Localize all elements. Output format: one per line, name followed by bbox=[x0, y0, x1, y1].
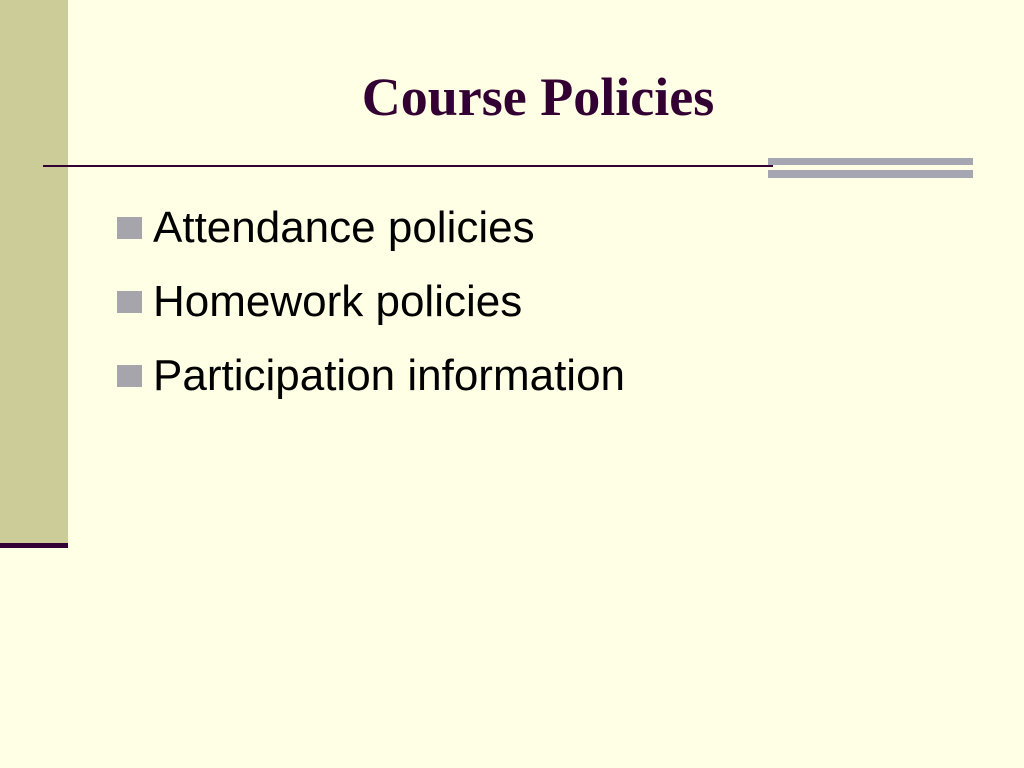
side-band-decoration bbox=[0, 0, 68, 543]
bullet-text: Attendance policies bbox=[153, 203, 535, 252]
title-accent-bars bbox=[768, 158, 973, 179]
accent-bar-top bbox=[768, 158, 973, 165]
bullet-item bbox=[117, 265, 625, 339]
side-band-underline bbox=[0, 543, 68, 548]
bullet-text: Homework policies bbox=[153, 277, 523, 326]
bullet-text: Participation information bbox=[153, 351, 626, 400]
accent-bar-bottom bbox=[768, 170, 973, 178]
bullet-item bbox=[117, 191, 625, 265]
square-bullet-icon bbox=[117, 291, 142, 313]
square-bullet-icon bbox=[117, 217, 142, 239]
bullet-item bbox=[117, 339, 625, 413]
slide-title: Course Policies bbox=[361, 67, 715, 127]
title-divider bbox=[43, 165, 773, 167]
square-bullet-icon bbox=[117, 365, 142, 387]
bullet-list bbox=[117, 191, 625, 413]
